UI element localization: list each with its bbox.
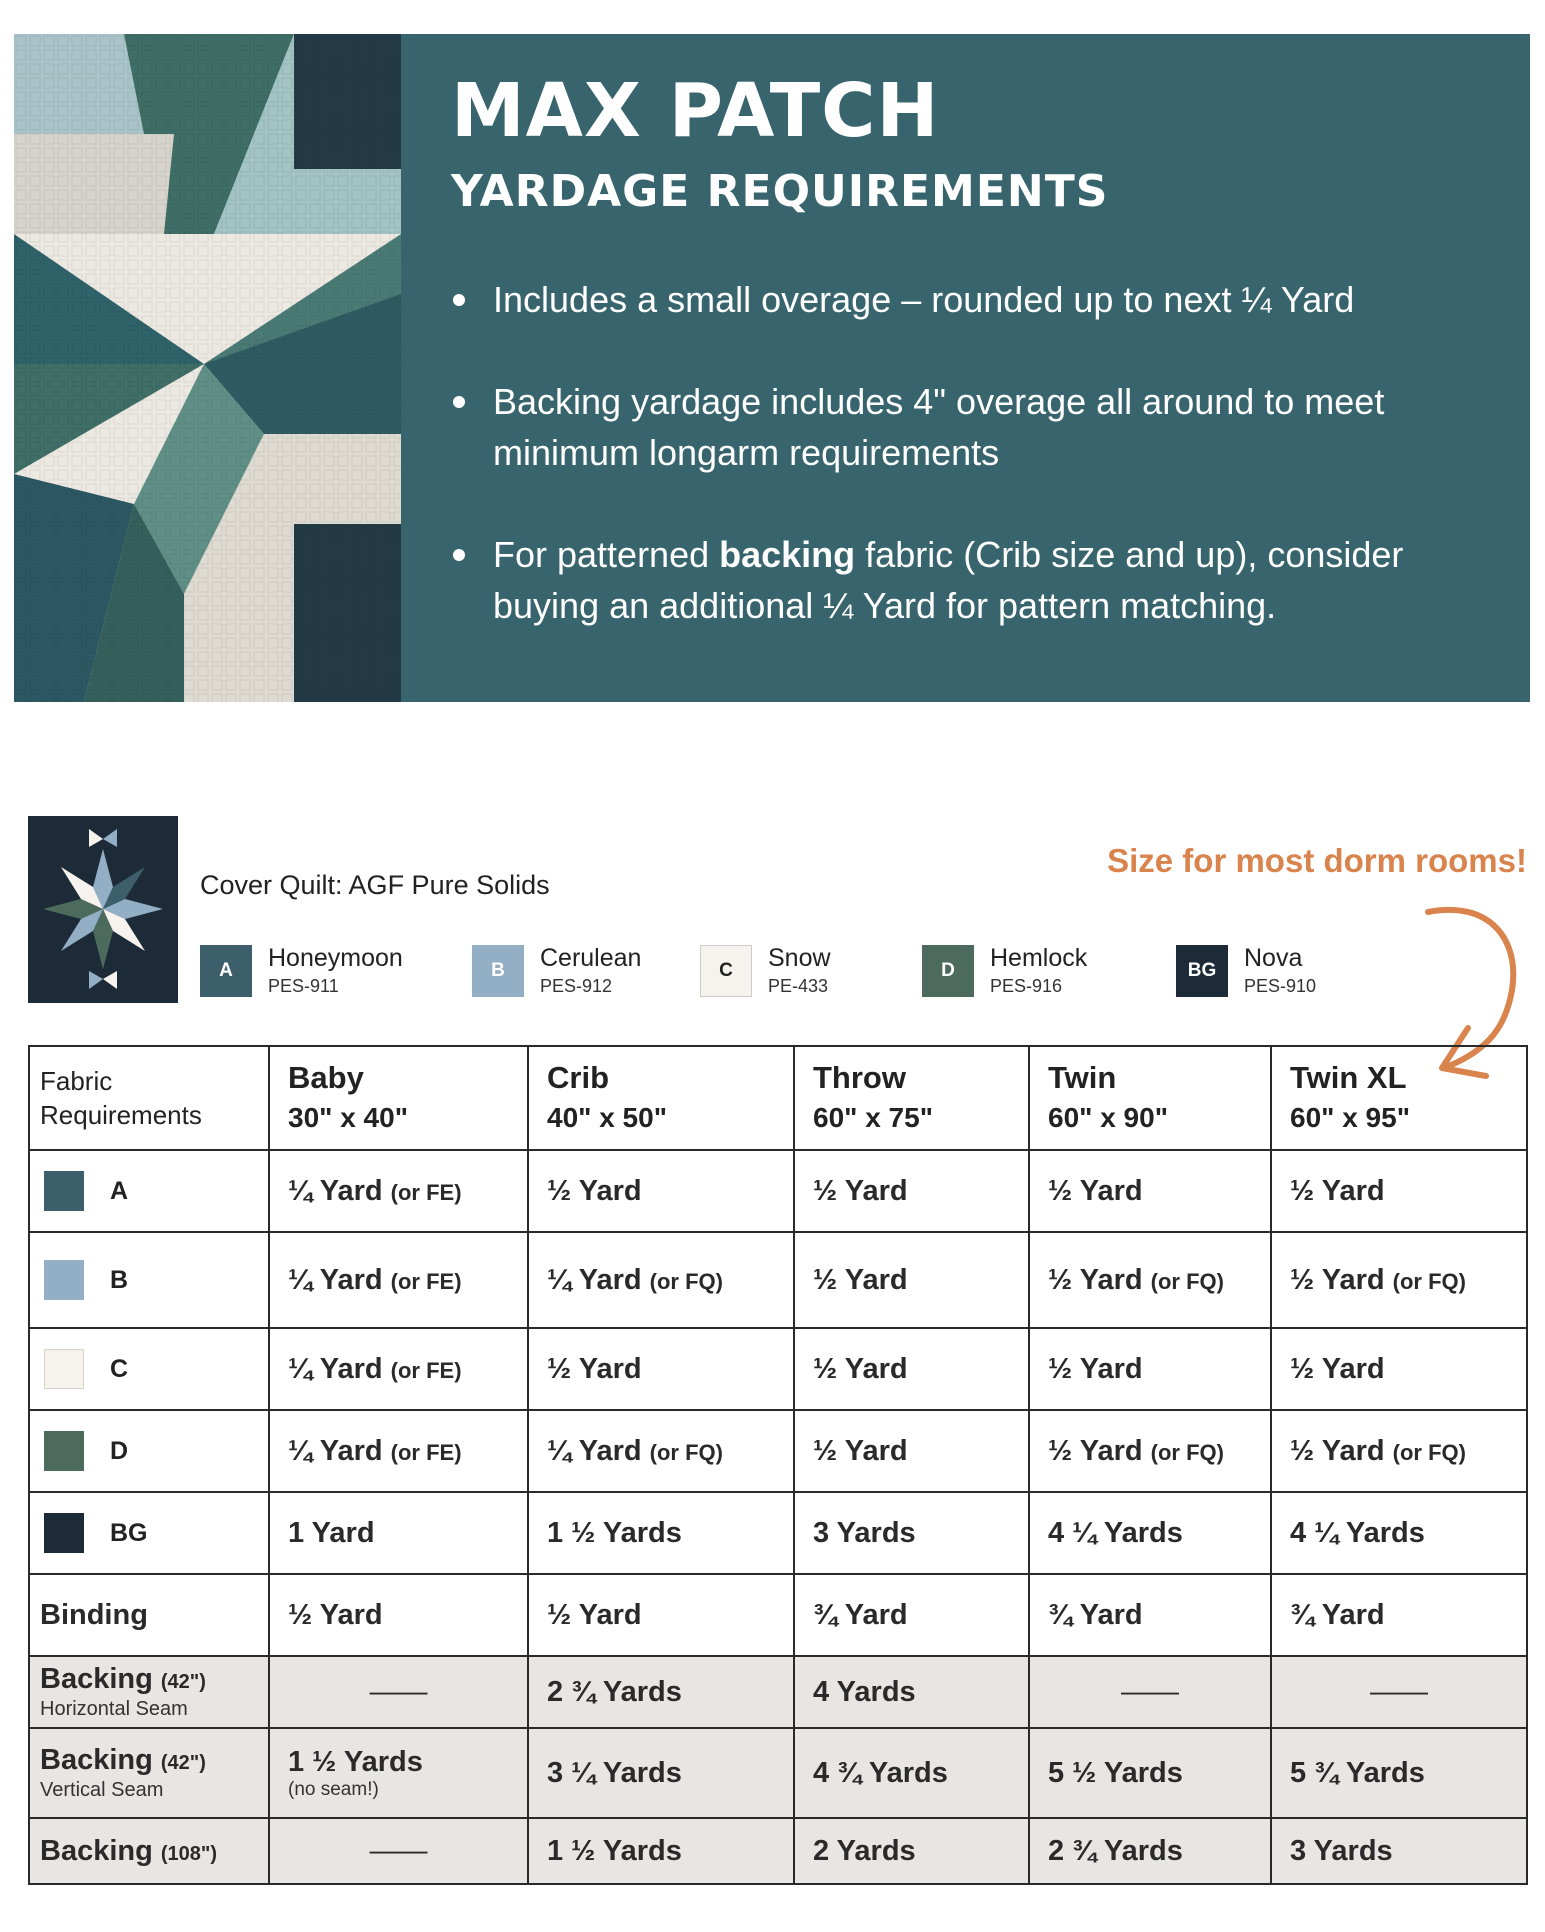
table-cell: ¾ Yard xyxy=(1271,1574,1527,1656)
swatch-bg: BG xyxy=(1176,945,1228,997)
table-row-fabric-a xyxy=(29,1150,1527,1232)
fabric-key-a xyxy=(200,944,403,997)
yardage-value: 5 ¾ Yards xyxy=(1290,1756,1425,1789)
table-row-binding xyxy=(29,1574,1527,1656)
yardage-note: (no seam!) xyxy=(288,1778,379,1800)
yardage-value: ¼ Yard xyxy=(288,1263,383,1296)
table-cell xyxy=(1271,1410,1527,1492)
fabric-rows xyxy=(29,1150,1527,1574)
table-cell xyxy=(1029,1656,1271,1728)
table-cell xyxy=(528,1150,794,1232)
fabric-swatch xyxy=(44,1431,84,1471)
column-header-twin-xl: Twin XL 60" x 95" xyxy=(1271,1046,1527,1150)
yardage-note: (or FQ) xyxy=(649,1268,723,1294)
table-cell xyxy=(269,1492,528,1574)
fabric-code: PES-911 xyxy=(268,976,339,996)
table-cell: ½ Yard xyxy=(528,1574,794,1656)
yardage-value: ½ Yard xyxy=(1290,1352,1385,1385)
yardage-value: 4 ¾ Yards xyxy=(813,1756,948,1789)
fabric-swatch xyxy=(44,1513,84,1553)
table-cell xyxy=(1029,1818,1271,1884)
fabric-letter: B xyxy=(110,1265,129,1294)
yardage-value: 3 Yards xyxy=(813,1516,916,1549)
row-label-cell xyxy=(29,1328,269,1410)
table-cell xyxy=(528,1410,794,1492)
pattern-title: MAX PATCH xyxy=(451,68,940,154)
yardage-table xyxy=(28,1045,1528,1885)
backing-width: (108") xyxy=(160,1842,218,1865)
table-cell xyxy=(1029,1150,1271,1232)
yardage-value: ½ Yard xyxy=(813,1174,908,1207)
yardage-note: (or FE) xyxy=(390,1357,462,1383)
yardage-value: 1 Yard xyxy=(288,1516,375,1549)
fabric-label xyxy=(40,1171,250,1211)
yardage-value: 2 Yards xyxy=(813,1834,916,1867)
table-cell xyxy=(1029,1410,1271,1492)
table-cell xyxy=(1271,1150,1527,1232)
swatch-a: A xyxy=(200,945,252,997)
fabric-key-b xyxy=(472,944,641,997)
yardage-value: ¼ Yard xyxy=(288,1434,383,1467)
row-label-cell xyxy=(29,1410,269,1492)
quilt-photo xyxy=(14,34,401,702)
table-cell xyxy=(1271,1492,1527,1574)
fabric-code: PES-916 xyxy=(990,976,1063,996)
table-cell xyxy=(794,1728,1029,1818)
fabric-code: PE-433 xyxy=(768,976,829,996)
fabric-name: Cerulean xyxy=(540,944,642,972)
table-cell xyxy=(794,1492,1029,1574)
yardage-value: ¼ Yard xyxy=(288,1352,383,1385)
table-cell xyxy=(1271,1656,1527,1728)
yardage-note: (or FQ) xyxy=(1392,1439,1466,1465)
table-cell xyxy=(528,1328,794,1410)
row-label-backing xyxy=(29,1656,269,1728)
yardage-note: (or FE) xyxy=(390,1268,462,1294)
fabric-key-bg xyxy=(1176,944,1316,997)
column-header-crib: Crib 40" x 50" xyxy=(528,1046,794,1150)
row-label-cell xyxy=(29,1492,269,1574)
fabric-key-c xyxy=(700,944,831,997)
table-cell xyxy=(794,1656,1029,1728)
table-cell xyxy=(528,1492,794,1574)
fabric-name: Nova xyxy=(1244,944,1303,972)
table-cell xyxy=(1029,1232,1271,1328)
backing-width: (42") xyxy=(160,1752,206,1774)
fabric-code: PES-910 xyxy=(1244,976,1317,996)
table-cell xyxy=(528,1232,794,1328)
yardage-value: ½ Yard xyxy=(547,1352,642,1385)
table-row-fabric-b xyxy=(29,1232,1527,1328)
fabric-letter: A xyxy=(110,1176,129,1205)
table-cell xyxy=(1271,1818,1527,1884)
fabric-name: Hemlock xyxy=(990,944,1088,972)
table-cell xyxy=(794,1150,1029,1232)
backing-rows xyxy=(29,1656,1527,1884)
yardage-value: ½ Yard xyxy=(1048,1352,1143,1385)
row-label-cell xyxy=(29,1232,269,1328)
empty-dash: —— xyxy=(1121,1675,1179,1708)
yardage-value: ½ Yard xyxy=(1048,1174,1143,1207)
column-header-twin: Twin 60" x 90" xyxy=(1029,1046,1271,1150)
backing-width: (42") xyxy=(160,1671,206,1693)
table-cell xyxy=(1029,1328,1271,1410)
yardage-value: ½ Yard xyxy=(1048,1434,1143,1467)
row-label-binding: Binding xyxy=(29,1574,269,1656)
fabric-label xyxy=(40,1513,250,1553)
table-cell xyxy=(269,1728,528,1818)
row-label-cell xyxy=(29,1150,269,1232)
yardage-value: ¼ Yard xyxy=(547,1263,642,1296)
fabric-letter: BG xyxy=(110,1518,148,1547)
note-pattern-matching: For patterned backing fabric (Crib size and up), consider buying an additional ¼ Yard for pattern matching. xyxy=(451,529,1511,631)
cover-quilt-thumbnail xyxy=(28,816,178,1003)
table-header-row xyxy=(29,1046,1527,1150)
fabric-code: PES-912 xyxy=(540,976,613,996)
yardage-note: (or FQ) xyxy=(1150,1439,1224,1465)
table-cell xyxy=(1271,1328,1527,1410)
backing-seam: Horizontal Seam xyxy=(40,1698,188,1720)
cover-quilt-title: Cover Quilt: AGF Pure Solids xyxy=(200,870,550,900)
yardage-value: 1 ½ Yards xyxy=(547,1516,682,1549)
fabric-requirements-header: Fabric Requirements xyxy=(29,1046,269,1150)
empty-dash: —— xyxy=(1370,1675,1428,1708)
table-row-backing xyxy=(29,1656,1527,1728)
table-cell xyxy=(1029,1728,1271,1818)
yardage-note: (or FE) xyxy=(390,1439,462,1465)
row-label-backing xyxy=(29,1728,269,1818)
swatch-c: C xyxy=(700,945,752,997)
yardage-value: ½ Yard xyxy=(813,1352,908,1385)
table-cell xyxy=(794,1232,1029,1328)
yardage-value: ½ Yard xyxy=(1290,1174,1385,1207)
yardage-value: 1 ½ Yards xyxy=(288,1745,423,1778)
row-label-backing xyxy=(29,1818,269,1884)
note-overage: Includes a small overage – rounded up to next ¼ Yard xyxy=(451,274,1511,325)
backing-seam: Vertical Seam xyxy=(40,1779,164,1801)
yardage-value: ½ Yard xyxy=(1048,1263,1143,1296)
table-row-backing xyxy=(29,1818,1527,1884)
table-row-fabric-c xyxy=(29,1328,1527,1410)
header-banner xyxy=(14,34,1530,702)
fabric-name: Honeymoon xyxy=(268,944,403,972)
fabric-name: Snow xyxy=(768,944,831,972)
section-title: YARDAGE REQUIREMENTS xyxy=(451,166,1109,217)
yardage-note: (or FE) xyxy=(390,1179,462,1205)
yardage-value: ½ Yard xyxy=(1290,1263,1385,1296)
table-cell xyxy=(1029,1492,1271,1574)
dorm-size-callout: Size for most dorm rooms! xyxy=(1107,842,1527,879)
table-cell xyxy=(269,1410,528,1492)
table-row-fabric-bg xyxy=(29,1492,1527,1574)
yardage-note: (or FQ) xyxy=(649,1439,723,1465)
table-cell xyxy=(528,1656,794,1728)
yardage-value: 4 ¼ Yards xyxy=(1048,1516,1183,1549)
fabric-label xyxy=(40,1260,250,1300)
table-cell xyxy=(794,1328,1029,1410)
yardage-value: 1 ½ Yards xyxy=(547,1834,682,1867)
yardage-value: 3 ¼ Yards xyxy=(547,1756,682,1789)
fabric-key-d xyxy=(922,944,1087,997)
empty-dash: —— xyxy=(369,1675,428,1708)
empty-dash: —— xyxy=(369,1834,428,1867)
backing-label: Backing xyxy=(40,1834,153,1867)
table-cell xyxy=(794,1410,1029,1492)
yardage-value: 4 ¼ Yards xyxy=(1290,1516,1425,1549)
table-cell xyxy=(269,1232,528,1328)
table-row-fabric-d xyxy=(29,1410,1527,1492)
backing-label: Backing xyxy=(40,1744,153,1776)
fabric-letter: C xyxy=(110,1354,129,1383)
fabric-swatch xyxy=(44,1260,84,1300)
yardage-value: 4 Yards xyxy=(813,1675,916,1708)
yardage-value: ½ Yard xyxy=(547,1174,642,1207)
table-cell xyxy=(1271,1232,1527,1328)
yardage-value: 2 ¾ Yards xyxy=(547,1675,682,1708)
table-cell xyxy=(1271,1728,1527,1818)
table-cell xyxy=(269,1150,528,1232)
fabric-swatch xyxy=(44,1171,84,1211)
table-cell xyxy=(269,1656,528,1728)
yardage-value: 2 ¾ Yards xyxy=(1048,1834,1183,1867)
fabric-label xyxy=(40,1431,250,1471)
fabric-swatch xyxy=(44,1349,84,1389)
table-cell xyxy=(794,1818,1029,1884)
yardage-value: 3 Yards xyxy=(1290,1834,1393,1867)
column-header-baby: Baby 30" x 40" xyxy=(269,1046,528,1150)
swatch-b: B xyxy=(472,945,524,997)
notes-list xyxy=(451,274,1511,682)
yardage-note: (or FQ) xyxy=(1150,1268,1224,1294)
table-cell xyxy=(269,1818,528,1884)
yardage-value: ½ Yard xyxy=(813,1434,908,1467)
yardage-note: (or FQ) xyxy=(1392,1268,1466,1294)
table-cell: ½ Yard xyxy=(269,1574,528,1656)
fabric-letter: D xyxy=(110,1436,129,1465)
note-backing-overage: Backing yardage includes 4" overage all around to meet minimum longarm requirements xyxy=(451,376,1511,478)
yardage-value: ½ Yard xyxy=(1290,1434,1385,1467)
table-cell xyxy=(528,1728,794,1818)
table-cell xyxy=(269,1328,528,1410)
yardage-value: ¼ Yard xyxy=(547,1434,642,1467)
table-cell: ¾ Yard xyxy=(1029,1574,1271,1656)
yardage-value: 5 ½ Yards xyxy=(1048,1756,1183,1789)
yardage-value: ¼ Yard xyxy=(288,1174,383,1207)
swatch-d: D xyxy=(922,945,974,997)
column-header-throw: Throw 60" x 75" xyxy=(794,1046,1029,1150)
yardage-value: ½ Yard xyxy=(813,1263,908,1296)
table-cell xyxy=(528,1818,794,1884)
backing-label: Backing xyxy=(40,1663,153,1695)
fabric-label xyxy=(40,1349,250,1389)
table-cell: ¾ Yard xyxy=(794,1574,1029,1656)
table-row-backing xyxy=(29,1728,1527,1818)
